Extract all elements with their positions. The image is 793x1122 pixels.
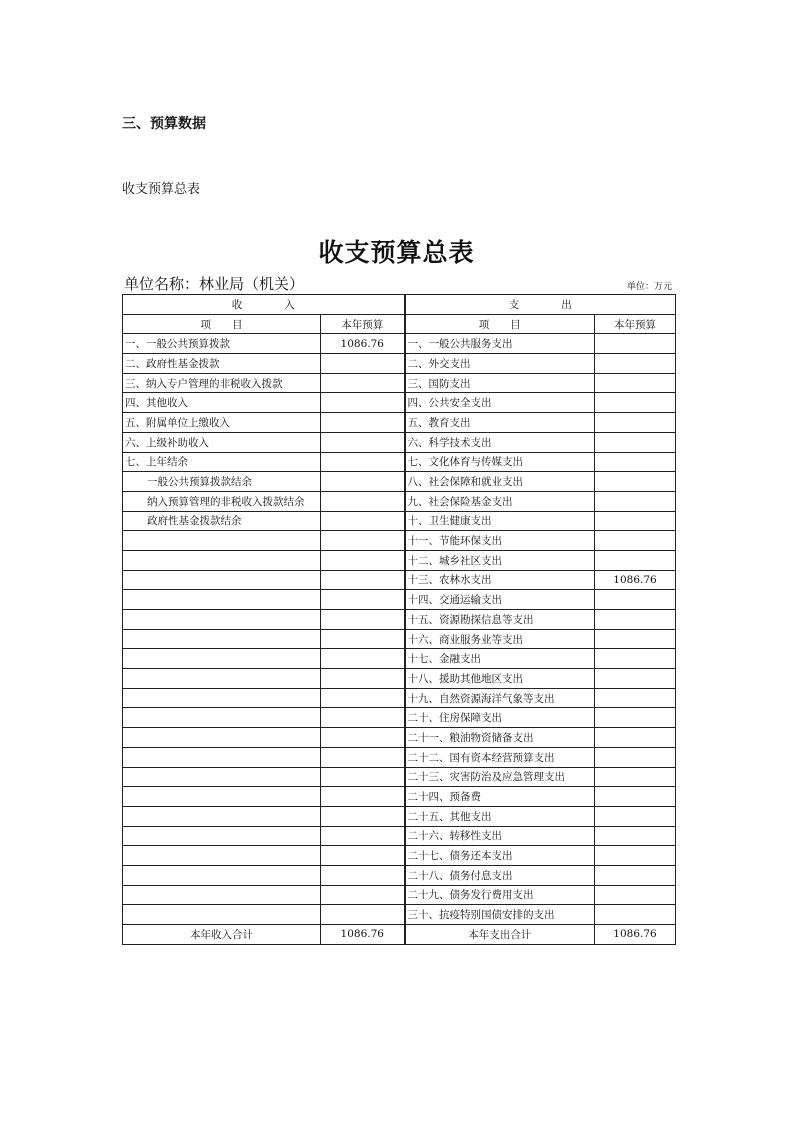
income-item xyxy=(123,669,321,689)
income-value xyxy=(321,728,405,748)
table-row xyxy=(123,610,676,630)
income-value xyxy=(321,452,405,472)
expense-item: 十五、资源勘探信息等支出 xyxy=(405,610,595,630)
table-row xyxy=(123,334,676,354)
expense-item: 二十六、转移性支出 xyxy=(405,826,595,846)
income-value xyxy=(321,629,405,649)
income-value xyxy=(321,511,405,531)
expense-value xyxy=(595,610,676,630)
income-value xyxy=(321,491,405,511)
table-row xyxy=(123,688,676,708)
income-value xyxy=(321,669,405,689)
table-row xyxy=(123,472,676,492)
expense-item: 十七、金融支出 xyxy=(405,649,595,669)
income-value xyxy=(321,610,405,630)
income-value xyxy=(321,472,405,492)
income-value xyxy=(321,826,405,846)
income-total-label: 本年收入合计 xyxy=(123,925,321,945)
income-item xyxy=(123,905,321,925)
expense-item: 十六、商业服务业等支出 xyxy=(405,629,595,649)
table-row xyxy=(123,787,676,807)
expense-value xyxy=(595,669,676,689)
expense-value xyxy=(595,413,676,433)
income-item xyxy=(123,865,321,885)
expense-value xyxy=(595,826,676,846)
income-item: 一般公共预算拨款结余 xyxy=(123,472,321,492)
income-item: 六、上级补助收入 xyxy=(123,432,321,452)
table-row xyxy=(123,826,676,846)
income-value xyxy=(321,531,405,551)
table-row xyxy=(123,649,676,669)
expense-item: 六、科学技术支出 xyxy=(405,432,595,452)
expense-value xyxy=(595,393,676,413)
income-item: 政府性基金拨款结余 xyxy=(123,511,321,531)
expense-value xyxy=(595,550,676,570)
expense-item: 十四、交通运输支出 xyxy=(405,590,595,610)
income-item xyxy=(123,610,321,630)
section-heading: 三、预算数据 xyxy=(122,116,206,132)
income-item-header: 项 目 xyxy=(123,314,321,334)
income-item xyxy=(123,629,321,649)
expense-item: 十一、节能环保支出 xyxy=(405,531,595,551)
expense-item: 二十四、预备费 xyxy=(405,787,595,807)
expense-value xyxy=(595,806,676,826)
table-row xyxy=(123,393,676,413)
expense-item: 四、公共安全支出 xyxy=(405,393,595,413)
expense-item-header: 项 目 xyxy=(405,314,595,334)
expense-item: 三十、抗疫特别国债安排的支出 xyxy=(405,905,595,925)
income-item xyxy=(123,570,321,590)
income-value xyxy=(321,590,405,610)
expense-value xyxy=(595,649,676,669)
income-value xyxy=(321,393,405,413)
expense-value xyxy=(595,334,676,354)
table-row xyxy=(123,531,676,551)
income-item xyxy=(123,806,321,826)
expense-value xyxy=(595,708,676,728)
table-row xyxy=(123,550,676,570)
budget-table xyxy=(122,294,676,945)
expense-item: 十九、自然资源海洋气象等支出 xyxy=(405,688,595,708)
table-row xyxy=(123,846,676,866)
income-value xyxy=(321,688,405,708)
expense-item: 二十三、灾害防治及应急管理支出 xyxy=(405,767,595,787)
expense-item: 十二、城乡社区支出 xyxy=(405,550,595,570)
table-row xyxy=(123,708,676,728)
income-value xyxy=(321,846,405,866)
income-value xyxy=(321,885,405,905)
expense-item: 二十一、粮油物资储备支出 xyxy=(405,728,595,748)
income-item xyxy=(123,885,321,905)
expense-value xyxy=(595,491,676,511)
expense-total-label: 本年支出合计 xyxy=(405,925,595,945)
column-header-row xyxy=(123,314,676,334)
expense-value xyxy=(595,885,676,905)
income-value xyxy=(321,767,405,787)
table-row xyxy=(123,806,676,826)
expense-total-value: 1086.76 xyxy=(595,925,676,945)
section-header-row xyxy=(123,295,676,315)
table-row xyxy=(123,354,676,374)
expense-value xyxy=(595,590,676,610)
expense-item: 九、社会保险基金支出 xyxy=(405,491,595,511)
income-value xyxy=(321,354,405,374)
table-row xyxy=(123,373,676,393)
table-row xyxy=(123,747,676,767)
unit-name: 单位名称：林业局（机关） xyxy=(124,275,305,293)
table-row xyxy=(123,452,676,472)
expense-value xyxy=(595,865,676,885)
income-item xyxy=(123,826,321,846)
expense-budget-header: 本年预算 xyxy=(595,314,676,334)
expense-value xyxy=(595,846,676,866)
income-value xyxy=(321,570,405,590)
income-value: 1086.76 xyxy=(321,334,405,354)
expense-value xyxy=(595,728,676,748)
income-budget-header: 本年预算 xyxy=(321,314,405,334)
expense-value xyxy=(595,432,676,452)
expense-item: 十、卫生健康支出 xyxy=(405,511,595,531)
expense-item: 十三、农林水支出 xyxy=(405,570,595,590)
expense-item: 八、社会保障和就业支出 xyxy=(405,472,595,492)
income-value xyxy=(321,905,405,925)
table-row xyxy=(123,413,676,433)
expense-value xyxy=(595,747,676,767)
totals-row xyxy=(123,925,676,945)
income-item: 三、纳入专户管理的非税收入拨款 xyxy=(123,373,321,393)
expense-value xyxy=(595,511,676,531)
income-item xyxy=(123,550,321,570)
table-title: 收支预算总表 xyxy=(318,238,475,267)
income-item xyxy=(123,767,321,787)
expense-value xyxy=(595,373,676,393)
expense-header: 支 出 xyxy=(405,295,676,315)
expense-item: 二十五、其他支出 xyxy=(405,806,595,826)
income-item xyxy=(123,728,321,748)
expense-value xyxy=(595,767,676,787)
table-row xyxy=(123,885,676,905)
income-item xyxy=(123,747,321,767)
income-header: 收 入 xyxy=(123,295,405,315)
table-row xyxy=(123,491,676,511)
income-item: 二、政府性基金拨款 xyxy=(123,354,321,374)
income-item xyxy=(123,649,321,669)
income-value xyxy=(321,708,405,728)
currency-unit: 单位：万元 xyxy=(626,282,672,292)
expense-item: 二、外交支出 xyxy=(405,354,595,374)
expense-item: 一、一般公共服务支出 xyxy=(405,334,595,354)
table-row xyxy=(123,511,676,531)
expense-value: 1086.76 xyxy=(595,570,676,590)
income-value xyxy=(321,413,405,433)
income-total-value: 1086.76 xyxy=(321,925,405,945)
expense-value xyxy=(595,787,676,807)
expense-item: 二十八、债务付息支出 xyxy=(405,865,595,885)
income-item xyxy=(123,590,321,610)
expense-value xyxy=(595,354,676,374)
table-row xyxy=(123,669,676,689)
income-item xyxy=(123,688,321,708)
income-item xyxy=(123,531,321,551)
table-row xyxy=(123,432,676,452)
income-value xyxy=(321,432,405,452)
income-value xyxy=(321,649,405,669)
income-item: 四、其他收入 xyxy=(123,393,321,413)
expense-item: 二十七、债务还本支出 xyxy=(405,846,595,866)
expense-item: 五、教育支出 xyxy=(405,413,595,433)
table-row xyxy=(123,629,676,649)
income-item: 纳入预算管理的非税收入拨款结余 xyxy=(123,491,321,511)
table-row xyxy=(123,590,676,610)
income-item xyxy=(123,846,321,866)
income-item: 一、一般公共预算拨款 xyxy=(123,334,321,354)
income-item: 七、上年结余 xyxy=(123,452,321,472)
table-row xyxy=(123,570,676,590)
income-value xyxy=(321,373,405,393)
expense-value xyxy=(595,452,676,472)
table-row xyxy=(123,767,676,787)
expense-item: 二十二、国有资本经营预算支出 xyxy=(405,747,595,767)
expense-value xyxy=(595,629,676,649)
expense-value xyxy=(595,905,676,925)
income-value xyxy=(321,747,405,767)
expense-item: 十八、援助其他地区支出 xyxy=(405,669,595,689)
income-value xyxy=(321,550,405,570)
income-value xyxy=(321,787,405,807)
expense-item: 二十、住房保障支出 xyxy=(405,708,595,728)
table-row xyxy=(123,865,676,885)
table-row xyxy=(123,905,676,925)
expense-item: 七、文化体育与传媒支出 xyxy=(405,452,595,472)
expense-value xyxy=(595,688,676,708)
expense-item: 三、国防支出 xyxy=(405,373,595,393)
income-item xyxy=(123,787,321,807)
income-value xyxy=(321,806,405,826)
income-value xyxy=(321,865,405,885)
income-item xyxy=(123,708,321,728)
expense-value xyxy=(595,472,676,492)
expense-value xyxy=(595,531,676,551)
table-row xyxy=(123,728,676,748)
expense-item: 二十九、债务发行费用支出 xyxy=(405,885,595,905)
subheading: 收支预算总表 xyxy=(122,182,201,197)
income-item: 五、附属单位上缴收入 xyxy=(123,413,321,433)
